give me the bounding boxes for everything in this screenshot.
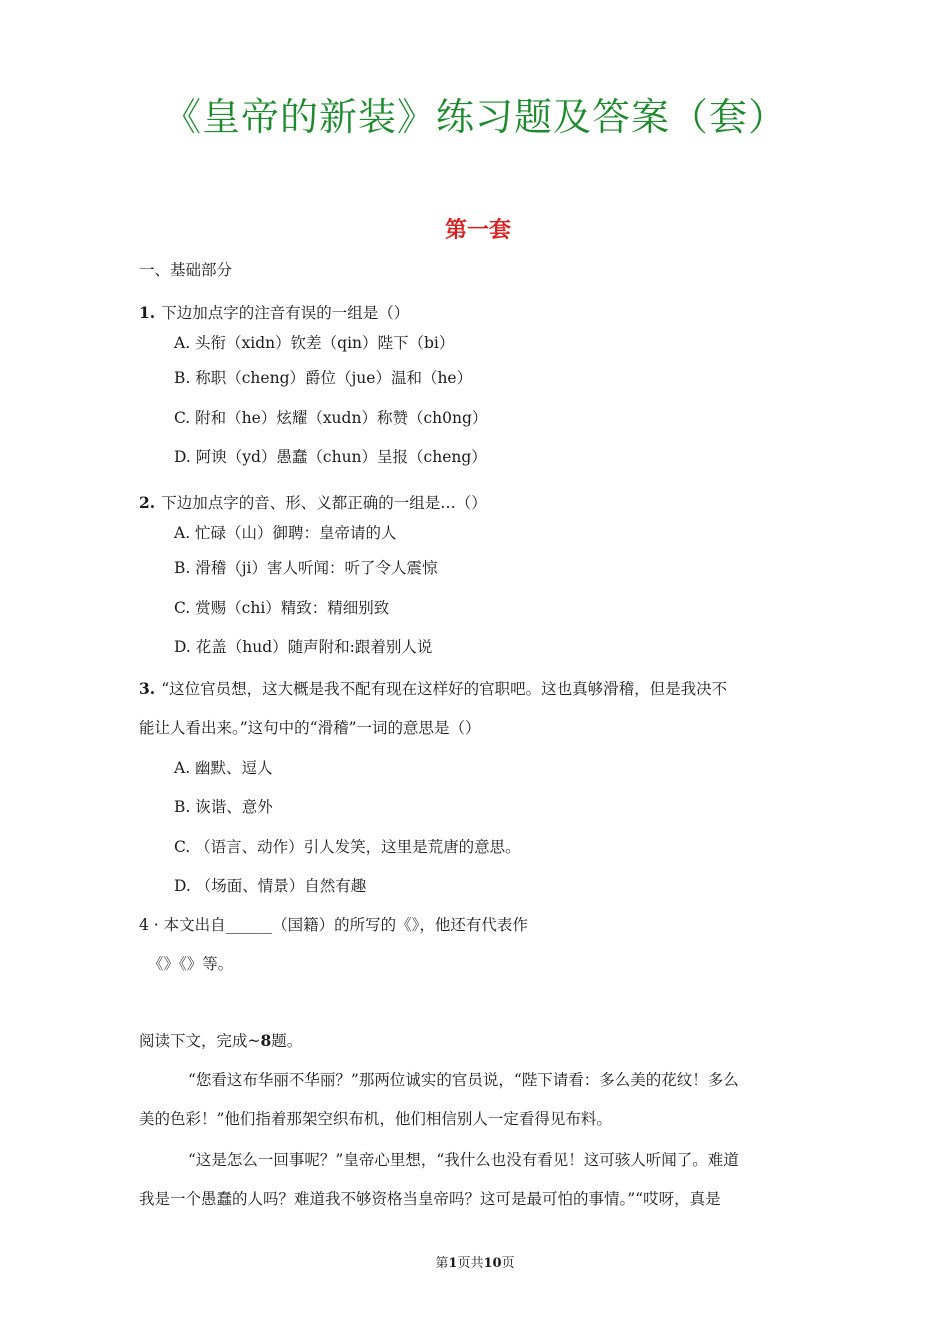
footer-page-mid: 页共 <box>457 1256 484 1271</box>
question-1-option-c: C. 附和（he）炫耀（xudn）称赞（ch0ng） <box>174 409 488 427</box>
question-text: 下边加点字的音、形、义都正确的一组是…（） <box>161 494 487 512</box>
reading-intro-suffix: 题。 <box>271 1032 303 1050</box>
question-4-continued: 《》《》等。 <box>148 955 234 973</box>
question-2-option-d: D. 花盖（hud）随声附和:跟着别人说 <box>174 638 433 656</box>
question-4: 4 · 本文出自______（国籍）的所写的《》，他还有代表作 <box>139 916 528 934</box>
question-3-option-c: C. （语言、动作）引人发笑，这里是荒唐的意思。 <box>174 838 521 856</box>
question-text: 下边加点字的注音有误的一组是（） <box>161 304 410 322</box>
question-3 <box>139 678 727 700</box>
passage-paragraph-1-continued: 美的色彩！”他们指着那架空织布机，他们相信别人一定看得见布料。 <box>139 1110 612 1128</box>
question-3-option-d: D. （场面、情景）自然有趣 <box>174 877 367 895</box>
passage-paragraph-2: “这是怎么一回事呢？”皇帝心里想，“我什么也没有看见！这可骇人听闻了。难道 <box>188 1151 739 1169</box>
footer-current-page: 1 <box>448 1256 458 1271</box>
reading-intro-text: 阅读下文，完成~ <box>139 1032 261 1050</box>
document-title: 《皇帝的新装》练习题及答案（套） <box>162 95 787 139</box>
question-1-option-d: D. 阿谀（yd）愚蠢（chun）呈报（cheng） <box>174 448 487 466</box>
footer-page-prefix: 第 <box>435 1256 449 1271</box>
page-footer <box>0 1255 950 1273</box>
question-3-option-b: B. 诙谐、意外 <box>174 798 273 816</box>
question-number: 3. <box>139 679 156 698</box>
question-2-option-c: C. 赏赐（chi）精致：精细别致 <box>174 599 390 617</box>
question-1 <box>139 302 409 324</box>
question-1-option-a: A. 头衔（xidn）钦差（qin）陛下（bi） <box>174 334 455 352</box>
section-heading: 一、基础部分 <box>139 261 233 279</box>
reading-intro <box>139 1030 302 1052</box>
question-3-text-continued: 能让人看出来。”这句中的“滑稽”一词的意思是（） <box>139 719 481 737</box>
question-2-option-a: A. 忙碌（山）御聘：皇帝请的人 <box>174 524 397 542</box>
passage-paragraph-1: “您看这布华丽不华丽？”那两位诚实的官员说，“陛下请看：多么美的花纹！多么 <box>188 1071 739 1089</box>
question-3-option-a: A. 幽默、逗人 <box>174 759 273 777</box>
reading-intro-number: 8 <box>260 1031 272 1050</box>
passage-paragraph-2-continued: 我是一个愚蠢的人吗？难道我不够资格当皇帝吗？这可是最可怕的事情。”“哎呀，真是 <box>139 1190 721 1208</box>
question-1-option-b: B. 称职（cheng）爵位（jue）温和（he） <box>174 369 473 387</box>
question-2 <box>139 492 487 514</box>
footer-page-suffix: 页 <box>501 1256 515 1271</box>
question-number: 2. <box>139 493 156 512</box>
question-2-option-b: B. 滑稽（ji）害人听闻：听了令人震惊 <box>174 559 438 577</box>
set-title: 第一套 <box>444 217 511 243</box>
question-text: “这位官员想，这大概是我不配有现在这样好的官职吧。这也真够滑稽，但是我决不 <box>161 680 728 698</box>
question-number: 1. <box>139 303 156 322</box>
footer-total-pages: 10 <box>483 1256 502 1271</box>
